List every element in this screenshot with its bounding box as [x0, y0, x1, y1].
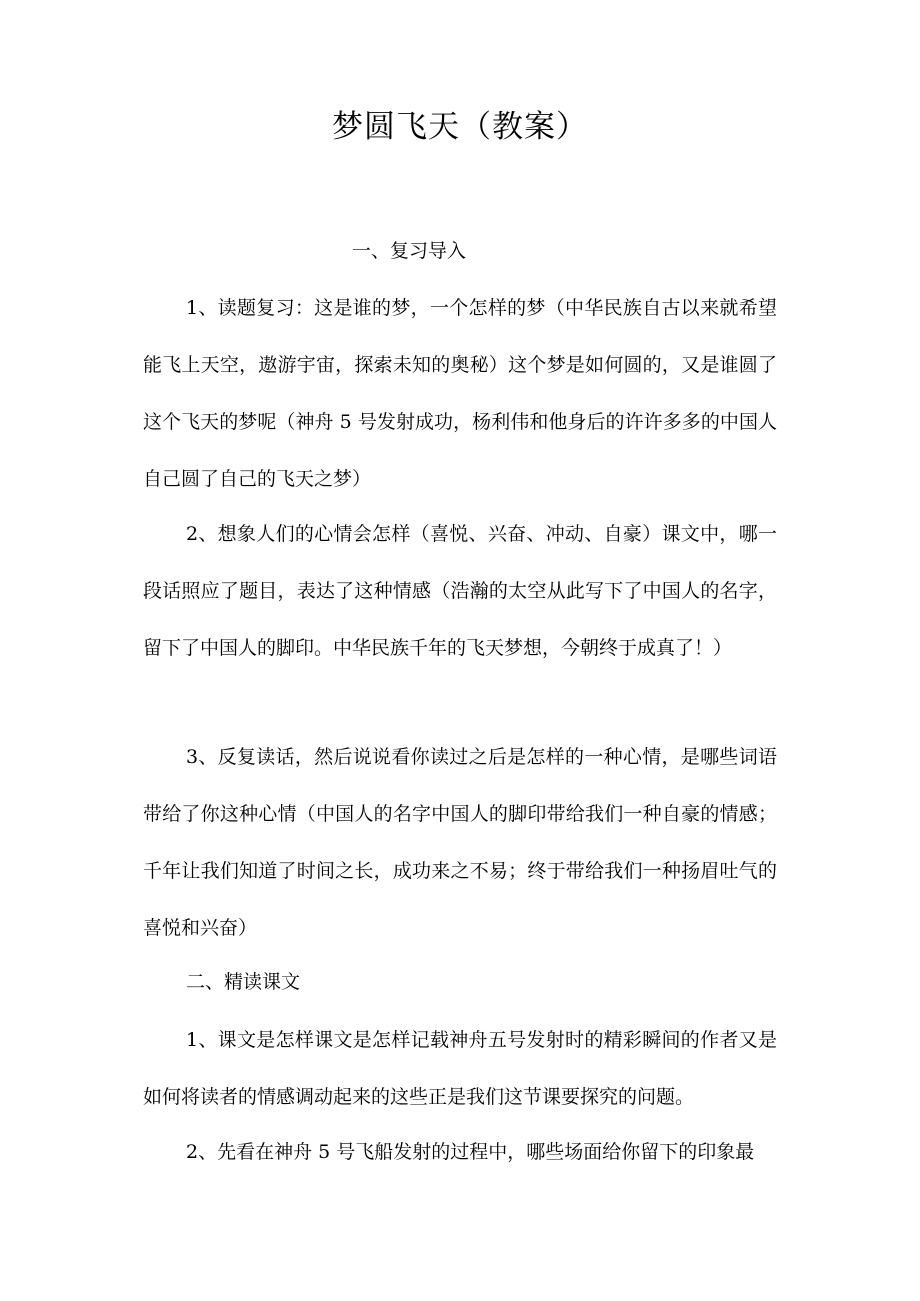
section-heading-close-reading: 二、精读课文 — [186, 971, 301, 993]
paragraph-review-1: 1、读题复习：这是谁的梦，一个怎样的梦（中华民族自古以来就希望能飞上天空，遨游宇宙，探索未知的奥秘）这个梦是如何圆的，又是谁圆了这个飞天的梦呢（神舟 5 号发射成功，杨利伟和他身后的许许多多的中国人自己圆了自己的飞天之梦） — [143, 297, 777, 490]
paragraph-review-3: 3、反复读话，然后说说看你读过之后是怎样的一种心情，是哪些词语带给了你这种心情（中国人的名字中国人的脚印带给我们一种自豪的情感；千年让我们知道了时间之长，成功来之不易；终于带给我们一种扬眉吐气的喜悦和兴奋） — [143, 746, 777, 939]
paragraph-reading-2: 2、先看在神舟 5 号飞船发射的过程中，哪些场面给你留下的印象最 — [186, 1141, 755, 1163]
section-heading-review: 一、复习导入 — [352, 240, 467, 262]
document-title: 梦圆飞天（教案） — [332, 109, 588, 145]
paragraph-review-2: 2、想象人们的心情会怎样（喜悦、兴奋、冲动、自豪）课文中，哪一段话照应了题目，表达了这种情感（浩瀚的太空从此写下了中国人的名字，留下了中国人的脚印。中华民族千年的飞天梦想，今朝终于成真了！） — [143, 523, 777, 659]
paragraph-reading-1: 1、课文是怎样课文是怎样记载神舟五号发射时的精彩瞬间的作者又是如何将读者的情感调动起来的这些正是我们这节课要探究的问题。 — [143, 1029, 777, 1108]
